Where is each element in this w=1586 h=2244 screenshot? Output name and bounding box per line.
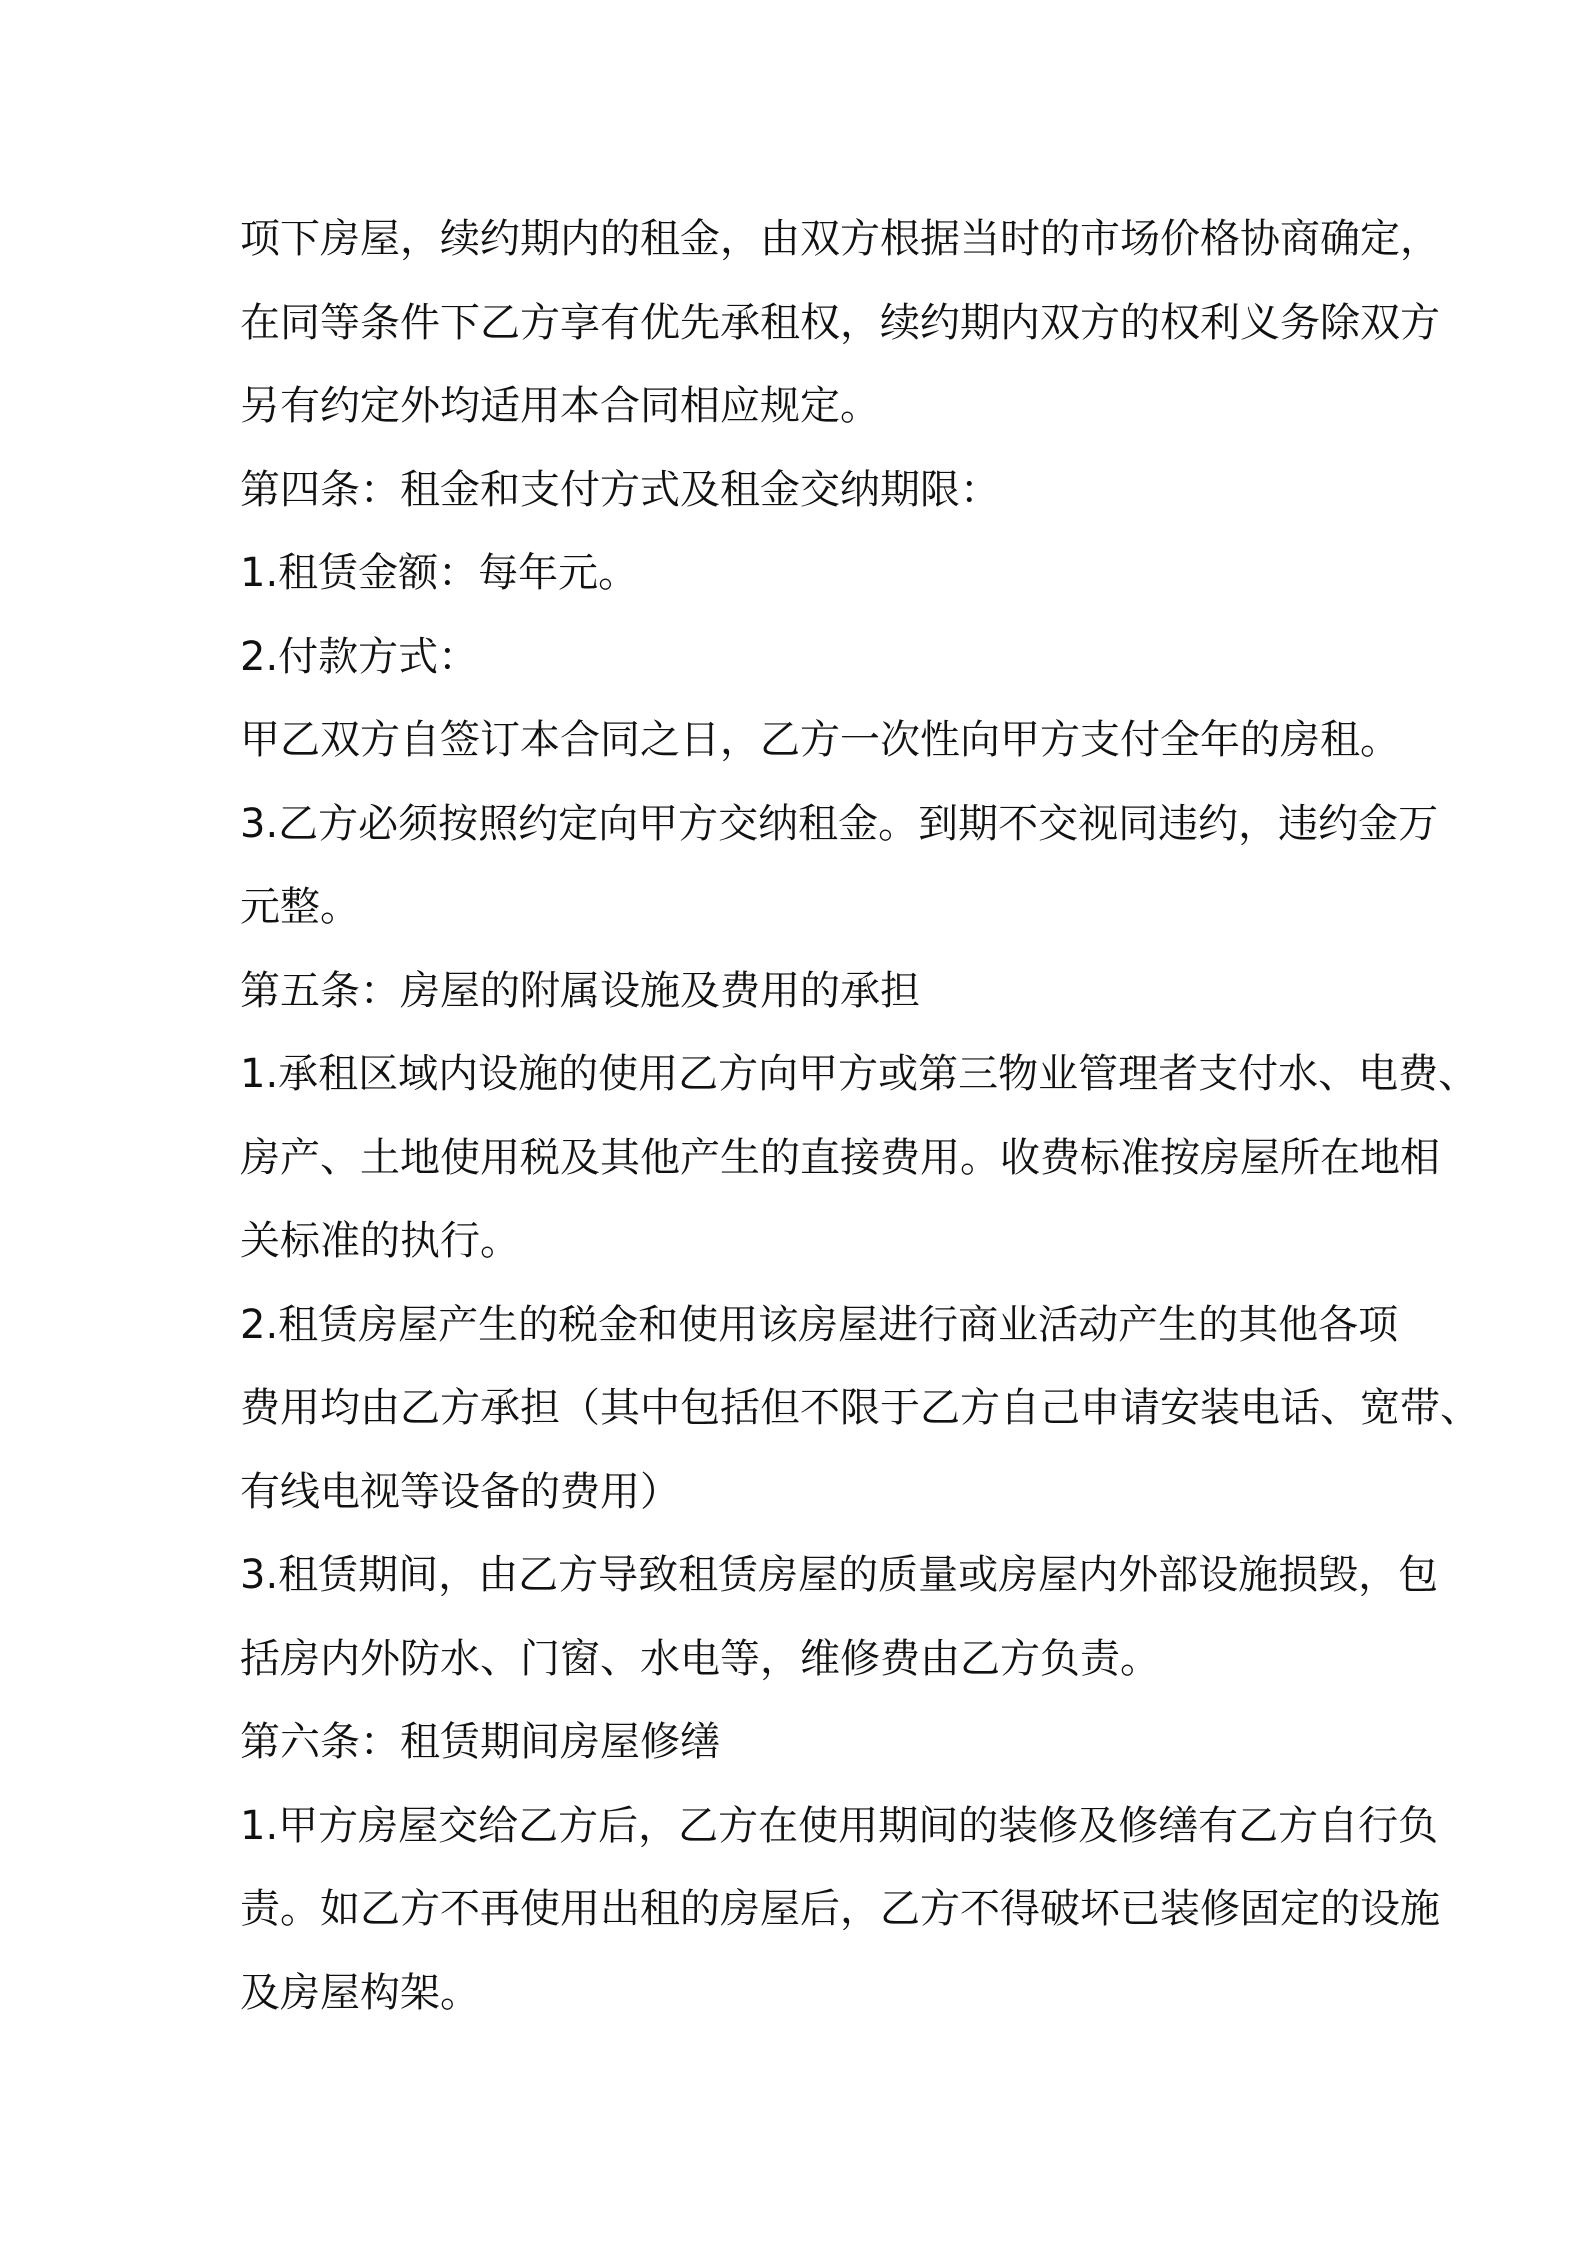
text-line: 及房屋构架。 [240,1969,480,2016]
text-line: 项下房屋，续约期内的租金，由双方根据当时的市场价格协商确定， [240,216,1440,262]
text-line: 元整。 [240,884,360,930]
text-line: 3.乙方必须按照约定向甲方交纳租金。到期不交视同违约，违约金万 [240,800,1439,847]
section-heading-5: 第五条：房屋的附属设施及费用的承担 [240,967,920,1014]
text-line: 甲乙双方自签订本合同之日，乙方一次性向甲方支付全年的房租。 [240,717,1400,763]
text-line: 关标准的执行。 [240,1218,520,1264]
text-line: 1.甲方房屋交给乙方后，乙方在使用期间的装修及修缮有乙方自行负 [240,1802,1439,1849]
text-line: 2.租赁房屋产生的税金和使用该房屋进行商业活动产生的其他各项 [240,1301,1399,1348]
text-line: 另有约定外均适用本合同相应规定。 [240,383,880,429]
section-heading-6: 第六条：租赁期间房屋修缮 [240,1719,720,1765]
text-line: 1.承租区域内设施的使用乙方向甲方或第三物业管理者支付水、电费、 [240,1051,1479,1097]
text-line: 费用均由乙方承担（其中包括但不限于乙方自己申请安装电话、宽带、 [240,1385,1480,1431]
text-line: 房产、土地使用税及其他产生的直接费用。收费标准按房屋所在地相 [240,1134,1440,1181]
document-body [240,198,1480,2035]
section-heading-4: 第四条：租金和支付方式及租金交纳期限： [240,466,1000,513]
text-line: 括房内外防水、门窗、水电等，维修费由乙方负责。 [240,1635,1160,1682]
text-line: 2.付款方式： [240,633,479,680]
text-line: 责。如乙方不再使用出租的房屋后，乙方不得破坏已装修固定的设施 [240,1886,1440,1932]
text-line: 有线电视等设备的费用） [240,1468,680,1515]
text-line: 在同等条件下乙方享有优先承租权，续约期内双方的权利义务除双方 [240,299,1440,346]
text-line: 1.租赁金额：每年元。 [240,550,639,596]
text-line: 3.租赁期间，由乙方导致租赁房屋的质量或房屋内外部设施损毁，包 [240,1552,1439,1598]
